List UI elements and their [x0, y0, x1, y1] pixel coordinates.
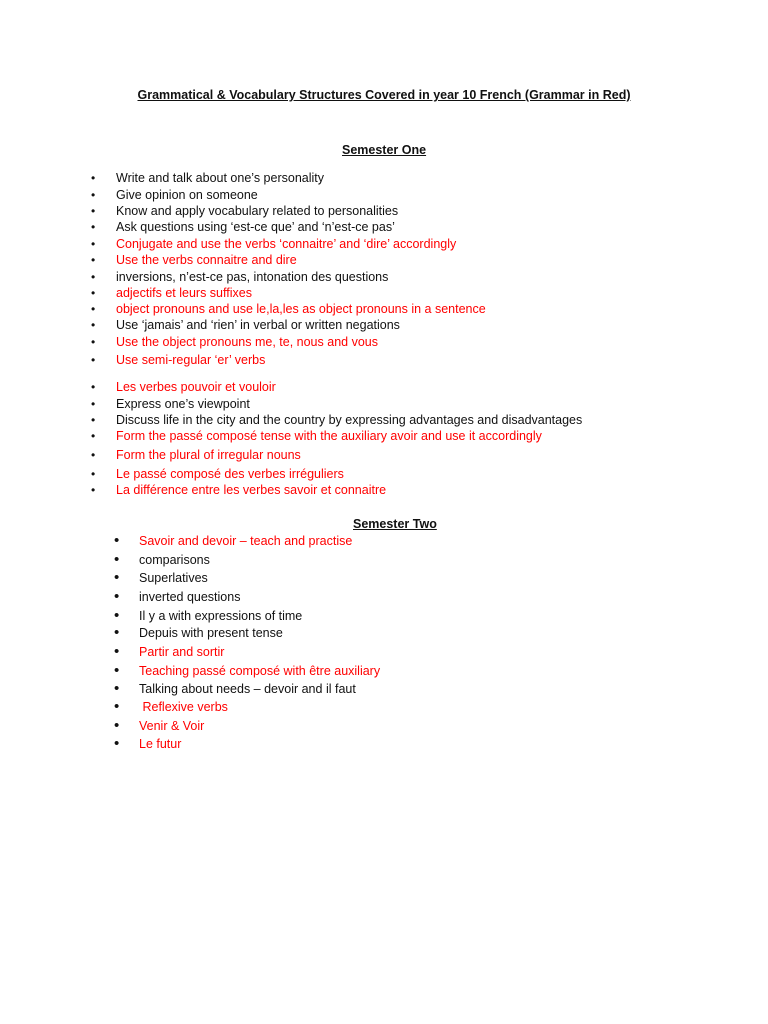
semester-two-item-text: Il y a with expressions of time	[139, 609, 303, 623]
semester-two-item-text: Talking about needs – devoir and il faut	[139, 682, 356, 696]
semester-one-item-text: Use semi-regular ‘er’ verbs	[116, 353, 266, 367]
bullet-icon: •	[114, 607, 120, 624]
semester-one-item-text: Use the verbs connaitre and dire	[116, 253, 297, 267]
bullet-icon: •	[114, 680, 120, 697]
bullet-icon: •	[114, 588, 120, 605]
bullet-icon: •	[114, 551, 120, 568]
bullet-icon: •	[114, 698, 120, 715]
semester-one-item-text: La différence entre les verbes savoir et connaitre	[116, 483, 387, 497]
bullet-icon: •	[114, 624, 120, 641]
bullet-icon: •	[91, 335, 96, 349]
bullet-icon: •	[91, 448, 96, 462]
bullet-icon: •	[91, 286, 96, 300]
semester-two-item-text: Venir & Voir	[139, 719, 205, 733]
bullet-icon: •	[114, 569, 120, 586]
bullet-icon: •	[91, 270, 96, 284]
semester-one-item-text: Les verbes pouvoir et vouloir	[116, 380, 276, 394]
bullet-icon: •	[91, 220, 96, 234]
bullet-icon: •	[91, 483, 96, 497]
semester-one-item-text: Le passé composé des verbes irréguliers	[116, 467, 344, 481]
bullet-icon: •	[91, 353, 96, 367]
bullet-icon: •	[91, 237, 96, 251]
semester-one-item-text: Express one’s viewpoint	[116, 397, 250, 411]
semester-one-item-text: Discuss life in the city and the country by expressing advantages and disadvantages	[116, 413, 583, 427]
semester-two-heading: Semester Two	[353, 517, 437, 531]
bullet-icon: •	[114, 662, 120, 679]
bullet-icon: •	[91, 171, 96, 185]
bullet-icon: •	[91, 413, 96, 427]
bullet-icon: •	[91, 467, 96, 481]
semester-one-item-text: Form the passé composé tense with the auxiliary avoir and use it accordingly	[116, 429, 542, 443]
semester-one-item-text: Conjugate and use the verbs ‘connaitre’ and ‘dire’ accordingly	[116, 237, 457, 251]
semester-one-item-text: Know and apply vocabulary related to personalities	[116, 204, 399, 218]
bullet-icon: •	[91, 429, 96, 443]
semester-two-item-text: Depuis with present tense	[139, 626, 283, 640]
semester-one-item-text: Give opinion on someone	[116, 188, 258, 202]
bullet-icon: •	[91, 380, 96, 394]
semester-one-item-text: Write and talk about one’s personality	[116, 171, 324, 185]
bullet-icon: •	[91, 204, 96, 218]
semester-two-item-text: Partir and sortir	[139, 645, 225, 659]
bullet-icon: •	[91, 397, 96, 411]
semester-one-heading: Semester One	[342, 143, 427, 157]
bullet-icon: •	[91, 318, 96, 332]
semester-two-item-text: inverted questions	[139, 590, 241, 604]
bullet-icon: •	[114, 643, 120, 660]
semester-one-item-text: Form the plural of irregular nouns	[116, 448, 301, 462]
bullet-icon: •	[91, 253, 96, 267]
bullet-icon: •	[91, 188, 96, 202]
bullet-icon: •	[114, 532, 120, 549]
semester-two-item-text: Savoir and devoir – teach and practise	[139, 534, 353, 548]
bullet-icon: •	[114, 735, 120, 752]
semester-two-item-text: Reflexive verbs	[139, 700, 228, 714]
semester-one-item-text: inversions, n’est-ce pas, intonation des questions	[116, 270, 389, 284]
semester-one-item-text: object pronouns and use le,la,les as object pronouns in a sentence	[116, 302, 486, 316]
semester-one-item-text: Use the object pronouns me, te, nous and vous	[116, 335, 378, 349]
semester-two-item-text: Teaching passé composé with être auxiliary	[139, 664, 381, 678]
bullet-icon: •	[114, 717, 120, 734]
semester-two-item-text: Superlatives	[139, 571, 208, 585]
semester-one-item-text: Ask questions using ‘est-ce que’ and ‘n’est-ce pas’	[116, 220, 395, 234]
semester-one-item-text: adjectifs et leurs suffixes	[116, 286, 252, 300]
semester-two-item-text: Le futur	[139, 737, 182, 751]
bullet-icon: •	[91, 302, 96, 316]
semester-one-item-text: Use ‘jamais’ and ‘rien’ in verbal or written negations	[116, 318, 400, 332]
document-title: Grammatical & Vocabulary Structures Covered in year 10 French (Grammar in Red)	[137, 88, 631, 102]
semester-two-item-text: comparisons	[139, 553, 210, 567]
